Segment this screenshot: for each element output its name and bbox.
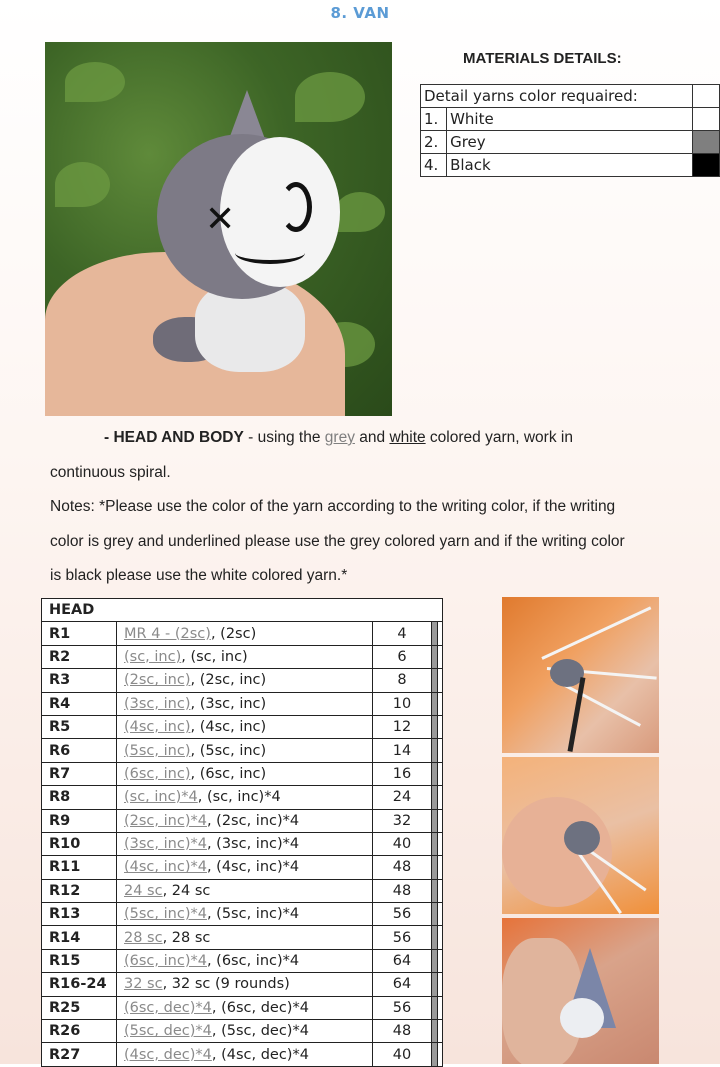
stitch-count: 12 bbox=[373, 715, 432, 738]
stitch-count: 48 bbox=[373, 879, 432, 902]
round-instruction bbox=[117, 715, 373, 738]
stitch-count: 64 bbox=[373, 973, 432, 996]
color-swatch-black bbox=[693, 154, 720, 177]
progress-photo-1 bbox=[502, 597, 659, 753]
white-instruction: , (sc, inc)*4 bbox=[197, 789, 281, 806]
round-instruction bbox=[117, 786, 373, 809]
pattern-row bbox=[42, 786, 443, 809]
round-label: R12 bbox=[42, 879, 117, 902]
white-instruction: , (2sc) bbox=[210, 625, 257, 642]
round-instruction bbox=[117, 739, 373, 762]
section-intro: - HEAD AND BODY - using the grey and white colored yarn, work in bbox=[104, 429, 573, 446]
round-instruction bbox=[117, 996, 373, 1019]
stitch-count: 6 bbox=[373, 645, 432, 668]
round-instruction bbox=[117, 645, 373, 668]
material-name: Grey bbox=[447, 131, 693, 154]
grey-instruction: (2sc, inc) bbox=[124, 672, 191, 689]
round-instruction bbox=[117, 669, 373, 692]
page-title: 8. VAN bbox=[330, 4, 390, 22]
round-label: R9 bbox=[42, 809, 117, 832]
material-row: 1. White bbox=[421, 108, 720, 131]
pattern-row bbox=[42, 973, 443, 996]
stitch-count: 64 bbox=[373, 949, 432, 972]
round-instruction bbox=[117, 879, 373, 902]
pattern-row bbox=[42, 832, 443, 855]
stitch-count: 48 bbox=[373, 856, 432, 879]
white-color-bar bbox=[438, 762, 443, 785]
material-row: 4. Black bbox=[421, 154, 720, 177]
white-instruction: , (5sc, dec)*4 bbox=[211, 1023, 309, 1040]
color-swatch-grey bbox=[693, 131, 720, 154]
stitch-count: 40 bbox=[373, 1043, 432, 1066]
round-label: R11 bbox=[42, 856, 117, 879]
grey-instruction: (sc, inc)*4 bbox=[124, 789, 198, 806]
grey-instruction: (4sc, dec)*4 bbox=[124, 1046, 212, 1063]
pattern-row bbox=[42, 762, 443, 785]
pattern-row bbox=[42, 903, 443, 926]
round-instruction bbox=[117, 762, 373, 785]
grey-instruction: MR 4 - (2sc) bbox=[124, 625, 211, 642]
white-color-bar bbox=[438, 926, 443, 949]
grey-instruction: (5sc, dec)*4 bbox=[124, 1023, 212, 1040]
round-instruction bbox=[117, 832, 373, 855]
white-color-bar bbox=[438, 645, 443, 668]
stitch-count: 32 bbox=[373, 809, 432, 832]
round-label: R27 bbox=[42, 1043, 117, 1066]
pattern-row bbox=[42, 622, 443, 645]
grey-instruction: (6sc, inc)*4 bbox=[124, 953, 207, 970]
stitch-count: 24 bbox=[373, 786, 432, 809]
round-label: R25 bbox=[42, 996, 117, 1019]
pattern-row bbox=[42, 645, 443, 668]
round-label: R6 bbox=[42, 739, 117, 762]
pattern-row bbox=[42, 669, 443, 692]
notes-line-1: Notes: *Please use the color of the yarn according to the writing color, if the writing bbox=[50, 498, 616, 515]
stitch-count: 56 bbox=[373, 903, 432, 926]
section-intro-continued: continuous spiral. bbox=[50, 464, 171, 481]
white-color-bar bbox=[438, 949, 443, 972]
color-swatch-white bbox=[693, 108, 720, 131]
material-name: White bbox=[447, 108, 693, 131]
stitch-count: 4 bbox=[373, 622, 432, 645]
white-color-bar bbox=[438, 1020, 443, 1043]
grey-instruction: (3sc, inc)*4 bbox=[124, 836, 207, 853]
pattern-row bbox=[42, 996, 443, 1019]
white-instruction: , (5sc, inc) bbox=[190, 742, 267, 759]
grey-instruction: (5sc, inc) bbox=[124, 742, 191, 759]
round-instruction bbox=[117, 856, 373, 879]
round-instruction bbox=[117, 973, 373, 996]
white-color-bar bbox=[438, 903, 443, 926]
white-color-bar bbox=[438, 809, 443, 832]
grey-instruction: (3sc, inc) bbox=[124, 695, 191, 712]
round-instruction bbox=[117, 926, 373, 949]
van-plush-photo: ✕ bbox=[45, 42, 392, 416]
head-pattern-table bbox=[41, 598, 443, 1067]
grey-instruction: 32 sc bbox=[124, 976, 163, 993]
white-instruction: , (6sc, inc) bbox=[190, 765, 267, 782]
round-label: R2 bbox=[42, 645, 117, 668]
stitch-count: 14 bbox=[373, 739, 432, 762]
progress-photo-3 bbox=[502, 918, 659, 1064]
pattern-row bbox=[42, 739, 443, 762]
white-color-bar bbox=[438, 715, 443, 738]
white-instruction: , (3sc, inc)*4 bbox=[206, 836, 300, 853]
white-color-bar bbox=[438, 669, 443, 692]
stitch-count: 56 bbox=[373, 926, 432, 949]
progress-photo-2 bbox=[502, 757, 659, 914]
white-instruction: , (4sc, dec)*4 bbox=[211, 1046, 309, 1063]
white-color-bar bbox=[438, 832, 443, 855]
grey-instruction: (sc, inc) bbox=[124, 648, 182, 665]
round-label: R4 bbox=[42, 692, 117, 715]
white-color-bar bbox=[438, 692, 443, 715]
white-instruction: , 32 sc (9 rounds) bbox=[162, 976, 290, 993]
round-instruction bbox=[117, 809, 373, 832]
grey-instruction: (6sc, dec)*4 bbox=[124, 999, 212, 1016]
round-label: R14 bbox=[42, 926, 117, 949]
white-instruction: , (6sc, inc)*4 bbox=[206, 953, 300, 970]
round-label: R1 bbox=[42, 622, 117, 645]
white-instruction: , (2sc, inc)*4 bbox=[206, 812, 300, 829]
white-instruction: , 24 sc bbox=[162, 882, 211, 899]
stitch-count: 56 bbox=[373, 996, 432, 1019]
pattern-row bbox=[42, 856, 443, 879]
white-color-bar bbox=[438, 1043, 443, 1066]
white-instruction: , (6sc, dec)*4 bbox=[211, 999, 309, 1016]
white-instruction: , (4sc, inc) bbox=[190, 719, 267, 736]
materials-table bbox=[420, 84, 720, 177]
grey-instruction: 24 sc bbox=[124, 882, 163, 899]
white-instruction: , (5sc, inc)*4 bbox=[206, 906, 300, 923]
pattern-row bbox=[42, 949, 443, 972]
round-instruction bbox=[117, 903, 373, 926]
round-label: R26 bbox=[42, 1020, 117, 1043]
round-label: R16-24 bbox=[42, 973, 117, 996]
round-label: R7 bbox=[42, 762, 117, 785]
grey-instruction: (4sc, inc)*4 bbox=[124, 859, 207, 876]
round-label: R15 bbox=[42, 949, 117, 972]
round-label: R5 bbox=[42, 715, 117, 738]
white-color-bar bbox=[438, 996, 443, 1019]
material-row: 2. Grey bbox=[421, 131, 720, 154]
materials-heading: MATERIALS DETAILS: bbox=[463, 50, 622, 67]
white-instruction: , (sc, inc) bbox=[181, 648, 248, 665]
stitch-count: 8 bbox=[373, 669, 432, 692]
stitch-count: 40 bbox=[373, 832, 432, 855]
round-label: R13 bbox=[42, 903, 117, 926]
white-instruction: , 28 sc bbox=[162, 929, 211, 946]
pattern-row bbox=[42, 809, 443, 832]
white-instruction: , (2sc, inc) bbox=[190, 672, 267, 689]
round-label: R3 bbox=[42, 669, 117, 692]
material-name: Black bbox=[447, 154, 693, 177]
pattern-row bbox=[42, 715, 443, 738]
pattern-row bbox=[42, 1043, 443, 1066]
materials-table-header: Detail yarns color requaired: bbox=[421, 85, 693, 108]
round-label: R8 bbox=[42, 786, 117, 809]
notes-line-3: is black please use the white colored yarn.* bbox=[50, 567, 348, 584]
pattern-row bbox=[42, 879, 443, 902]
grey-instruction: (5sc, inc)*4 bbox=[124, 906, 207, 923]
stitch-count: 10 bbox=[373, 692, 432, 715]
stitch-count: 16 bbox=[373, 762, 432, 785]
round-instruction bbox=[117, 622, 373, 645]
pattern-row bbox=[42, 692, 443, 715]
white-color-bar bbox=[438, 739, 443, 762]
pattern-row bbox=[42, 926, 443, 949]
round-instruction bbox=[117, 692, 373, 715]
grey-instruction: (6sc, inc) bbox=[124, 765, 191, 782]
round-instruction bbox=[117, 1043, 373, 1066]
notes-line-2: color is grey and underlined please use the grey colored yarn and if the writing color bbox=[50, 533, 625, 550]
round-label: R10 bbox=[42, 832, 117, 855]
white-color-bar bbox=[438, 856, 443, 879]
white-instruction: , (4sc, inc)*4 bbox=[206, 859, 300, 876]
white-color-bar bbox=[438, 879, 443, 902]
stitch-count: 48 bbox=[373, 1020, 432, 1043]
white-instruction: , (3sc, inc) bbox=[190, 695, 267, 712]
pattern-row bbox=[42, 1020, 443, 1043]
grey-instruction: 28 sc bbox=[124, 929, 163, 946]
white-color-bar bbox=[438, 973, 443, 996]
round-instruction bbox=[117, 1020, 373, 1043]
pattern-heading: HEAD bbox=[42, 599, 443, 622]
round-instruction bbox=[117, 949, 373, 972]
grey-instruction: (2sc, inc)*4 bbox=[124, 812, 207, 829]
white-color-bar bbox=[438, 786, 443, 809]
grey-instruction: (4sc, inc) bbox=[124, 719, 191, 736]
white-color-bar bbox=[438, 622, 443, 645]
